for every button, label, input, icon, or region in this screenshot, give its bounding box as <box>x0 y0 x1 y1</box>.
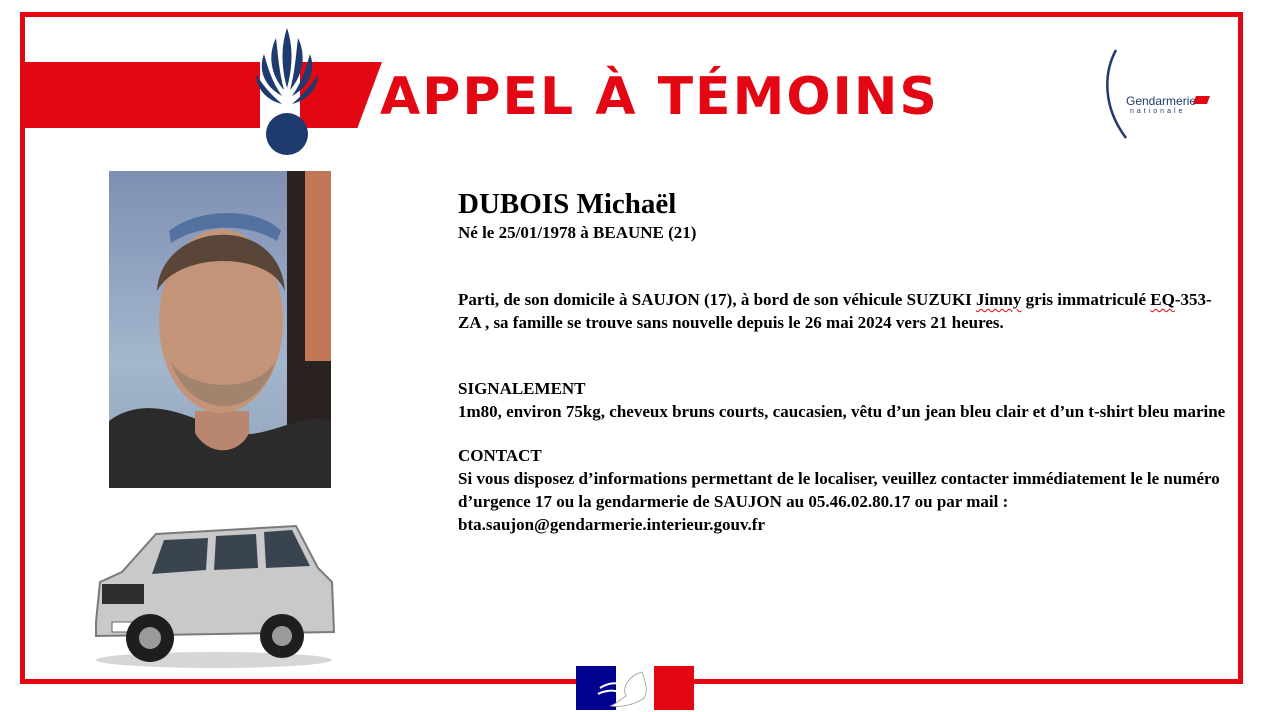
signalement-text: 1m80, environ 75kg, cheveux bruns courts, caucasien, vêtu d’un jean bleu clair et d’un t-shirt bleu marine <box>458 402 1226 421</box>
vehicle-model: Jimny <box>976 290 1022 309</box>
contact-title: CONTACT <box>458 446 542 465</box>
grenade-emblem-icon <box>252 24 322 160</box>
marianne-logo-icon <box>576 666 694 710</box>
plate-prefix: EQ <box>1150 290 1175 309</box>
page-title: APPEL À TÉMOINS <box>380 67 939 127</box>
birth-info: Né le 25/01/1978 à BEAUNE (21) <box>458 223 697 242</box>
missing-person-photo <box>109 171 331 488</box>
description-part-2: gris immatriculé <box>1021 290 1151 309</box>
logo-name: Gendarmerie <box>1126 94 1197 108</box>
header-banner-left <box>20 62 260 128</box>
description-part-3: , sa famille se trouve sans nouvelle depuis le 26 mai 2024 vers 21 heures. <box>480 313 1004 332</box>
notice-content <box>458 186 1228 536</box>
person-name: DUBOIS Michaël <box>458 188 677 220</box>
contact-email: bta.saujon@gendarmerie.interieur.gouv.fr <box>458 515 765 534</box>
description-part-1: Parti, de son domicile à SAUJON (17), à bord de son véhicule SUZUKI <box>458 290 977 309</box>
plate-rest: -353-ZA <box>458 290 1212 332</box>
logo-subtitle: nationale <box>1130 108 1186 115</box>
disappearance-description <box>458 288 1228 334</box>
contact-text: Si vous disposez d’informations permettant de le localiser, veuillez contacter immédiatement le le numéro d’urgence 17 ou la gendarmerie de SAUJON au 05.46.02.80.17 ou par mail : <box>458 469 1220 511</box>
signalement-title: SIGNALEMENT <box>458 379 586 398</box>
gendarmerie-logo-icon <box>1100 48 1220 140</box>
vehicle-photo <box>86 512 342 672</box>
